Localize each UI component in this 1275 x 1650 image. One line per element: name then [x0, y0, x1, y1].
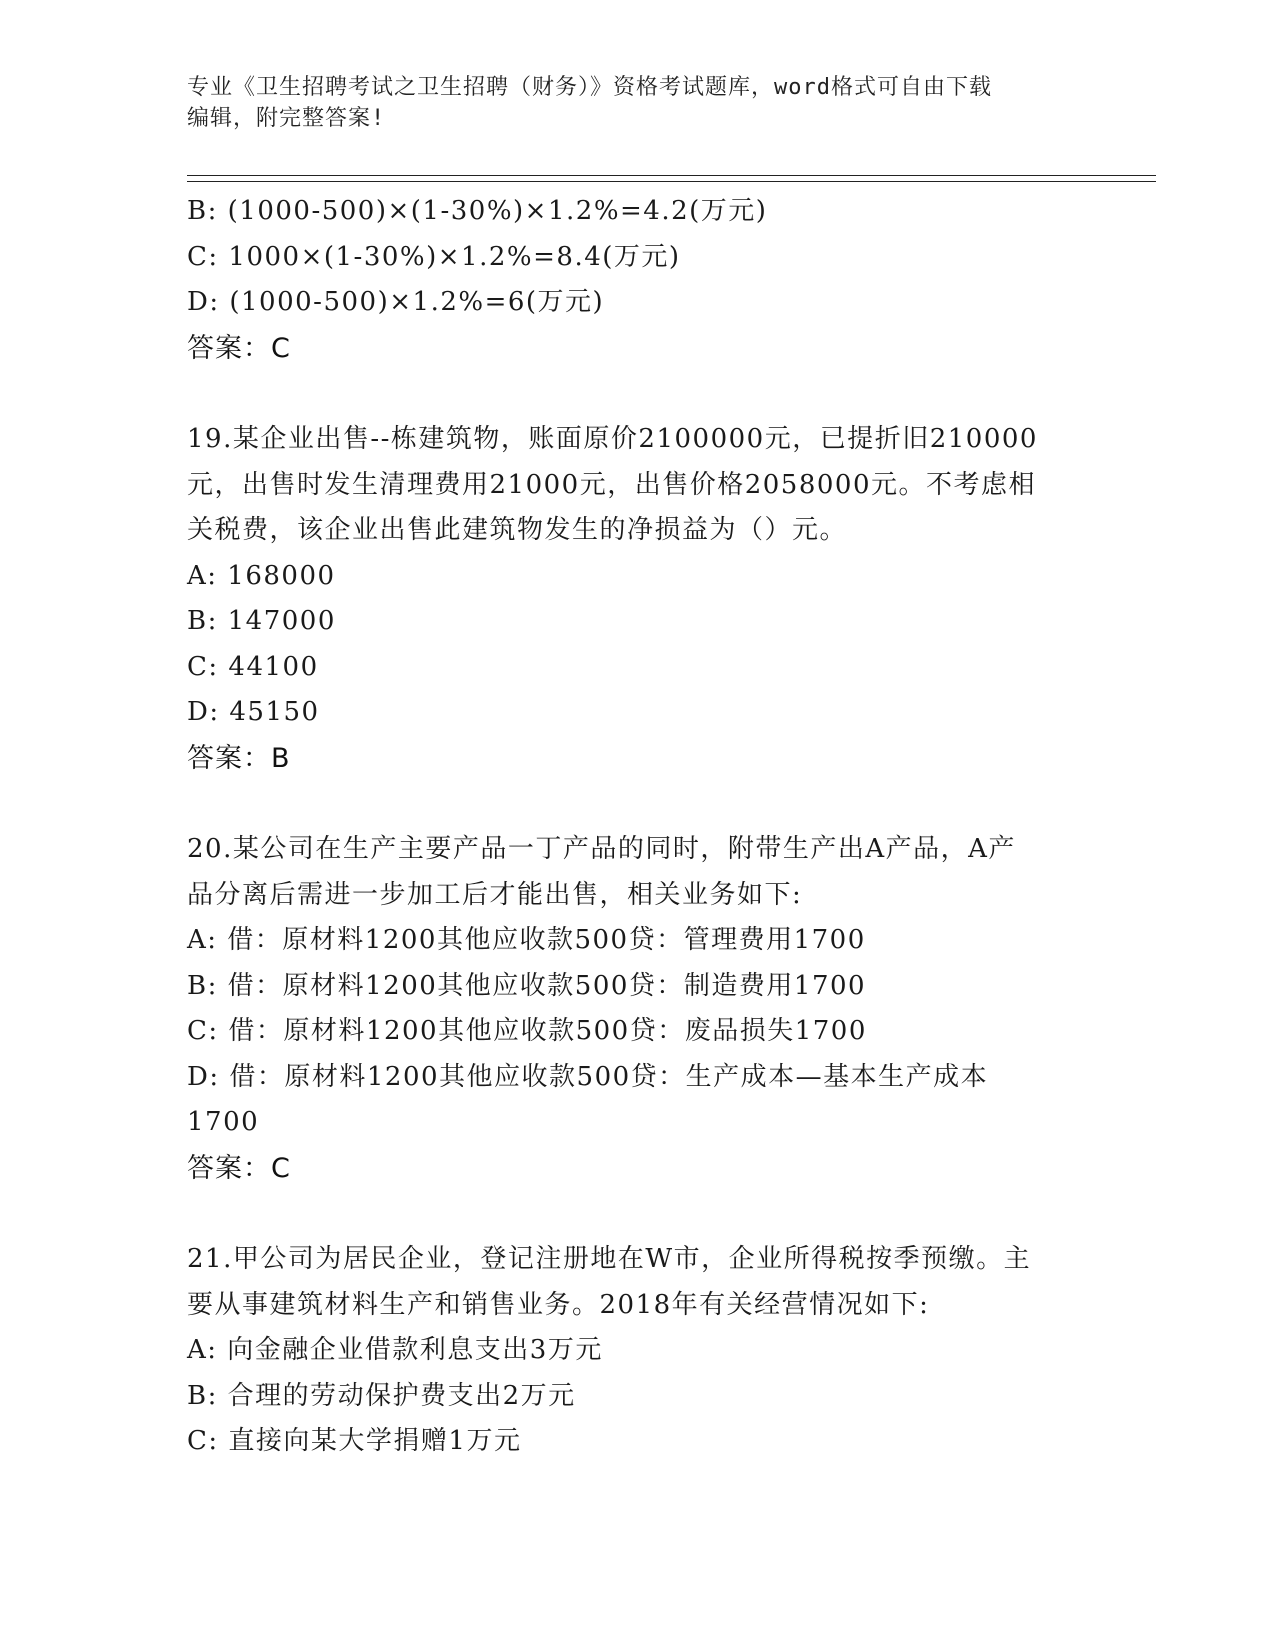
question-text-line: 关税费，该企业出售此建筑物发生的净损益为（）元。 [187, 515, 848, 545]
question-20 [187, 827, 1087, 1191]
question-text-line: 21.甲公司为居民企业，登记注册地在W市，企业所得税按季预缴。主 [187, 1244, 1032, 1274]
question-text-line: 品分离后需进一步加工后才能出售，相关业务如下: [187, 879, 803, 910]
option-c: C: 借：原材料1200其他应收款500贷：废品损失1700 [187, 1016, 867, 1046]
question-text-line: 20.某公司在生产主要产品一丁产品的同时，附带生产出A产品，A产 [187, 834, 1016, 864]
header-line-2: 编辑，附完整答案! [187, 106, 386, 131]
option-b: B: (1000-500)×(1-30%)×1.2%=4.2(万元) [187, 196, 768, 226]
option-b: B: 借：原材料1200其他应收款500贷：制造费用1700 [187, 970, 867, 1001]
answer: 答案：C [187, 332, 291, 364]
question-19 [187, 417, 1087, 781]
document-body [187, 189, 1087, 1465]
option-a: A: 168000 [187, 560, 336, 591]
option-a: A: 向金融企业借款利息支出3万元 [187, 1335, 603, 1365]
option-b: B: 合理的劳动保护费支出2万元 [187, 1380, 576, 1411]
answer: 答案：B [187, 742, 291, 774]
option-b: B: 147000 [187, 606, 336, 636]
option-d-continued: 1700 [187, 1107, 260, 1137]
option-d: D: (1000-500)×1.2%=6(万元) [187, 287, 605, 317]
question-text-line: 元，出售时发生清理费用21000元，出售价格2058000元。不考虑相 [187, 469, 1037, 500]
header-line-1: 专业《卫生招聘考试之卫生招聘（财务）》资格考试题库，word格式可自由下载 [187, 75, 992, 100]
question-21 [187, 1237, 1087, 1465]
question-text-line: 19.某企业出售--栋建筑物，账面原价2100000元，已提折旧210000 [187, 424, 1038, 454]
option-c: C: 1000×(1-30%)×1.2%=8.4(万元) [187, 241, 681, 272]
option-c: C: 直接向某大学捐赠1万元 [187, 1426, 522, 1456]
option-a: A: 借：原材料1200其他应收款500贷：管理费用1700 [187, 925, 866, 955]
question-text-line: 要从事建筑材料生产和销售业务。2018年有关经营情况如下: [187, 1289, 930, 1320]
question-18-continued [187, 189, 1087, 371]
option-d: D: 45150 [187, 697, 320, 727]
option-d: D: 借：原材料1200其他应收款500贷：生产成本—基本生产成本 [187, 1061, 989, 1092]
option-c: C: 44100 [187, 651, 319, 682]
document-header [187, 72, 1087, 134]
header-divider [187, 175, 1156, 182]
answer: 答案：C [187, 1152, 291, 1184]
